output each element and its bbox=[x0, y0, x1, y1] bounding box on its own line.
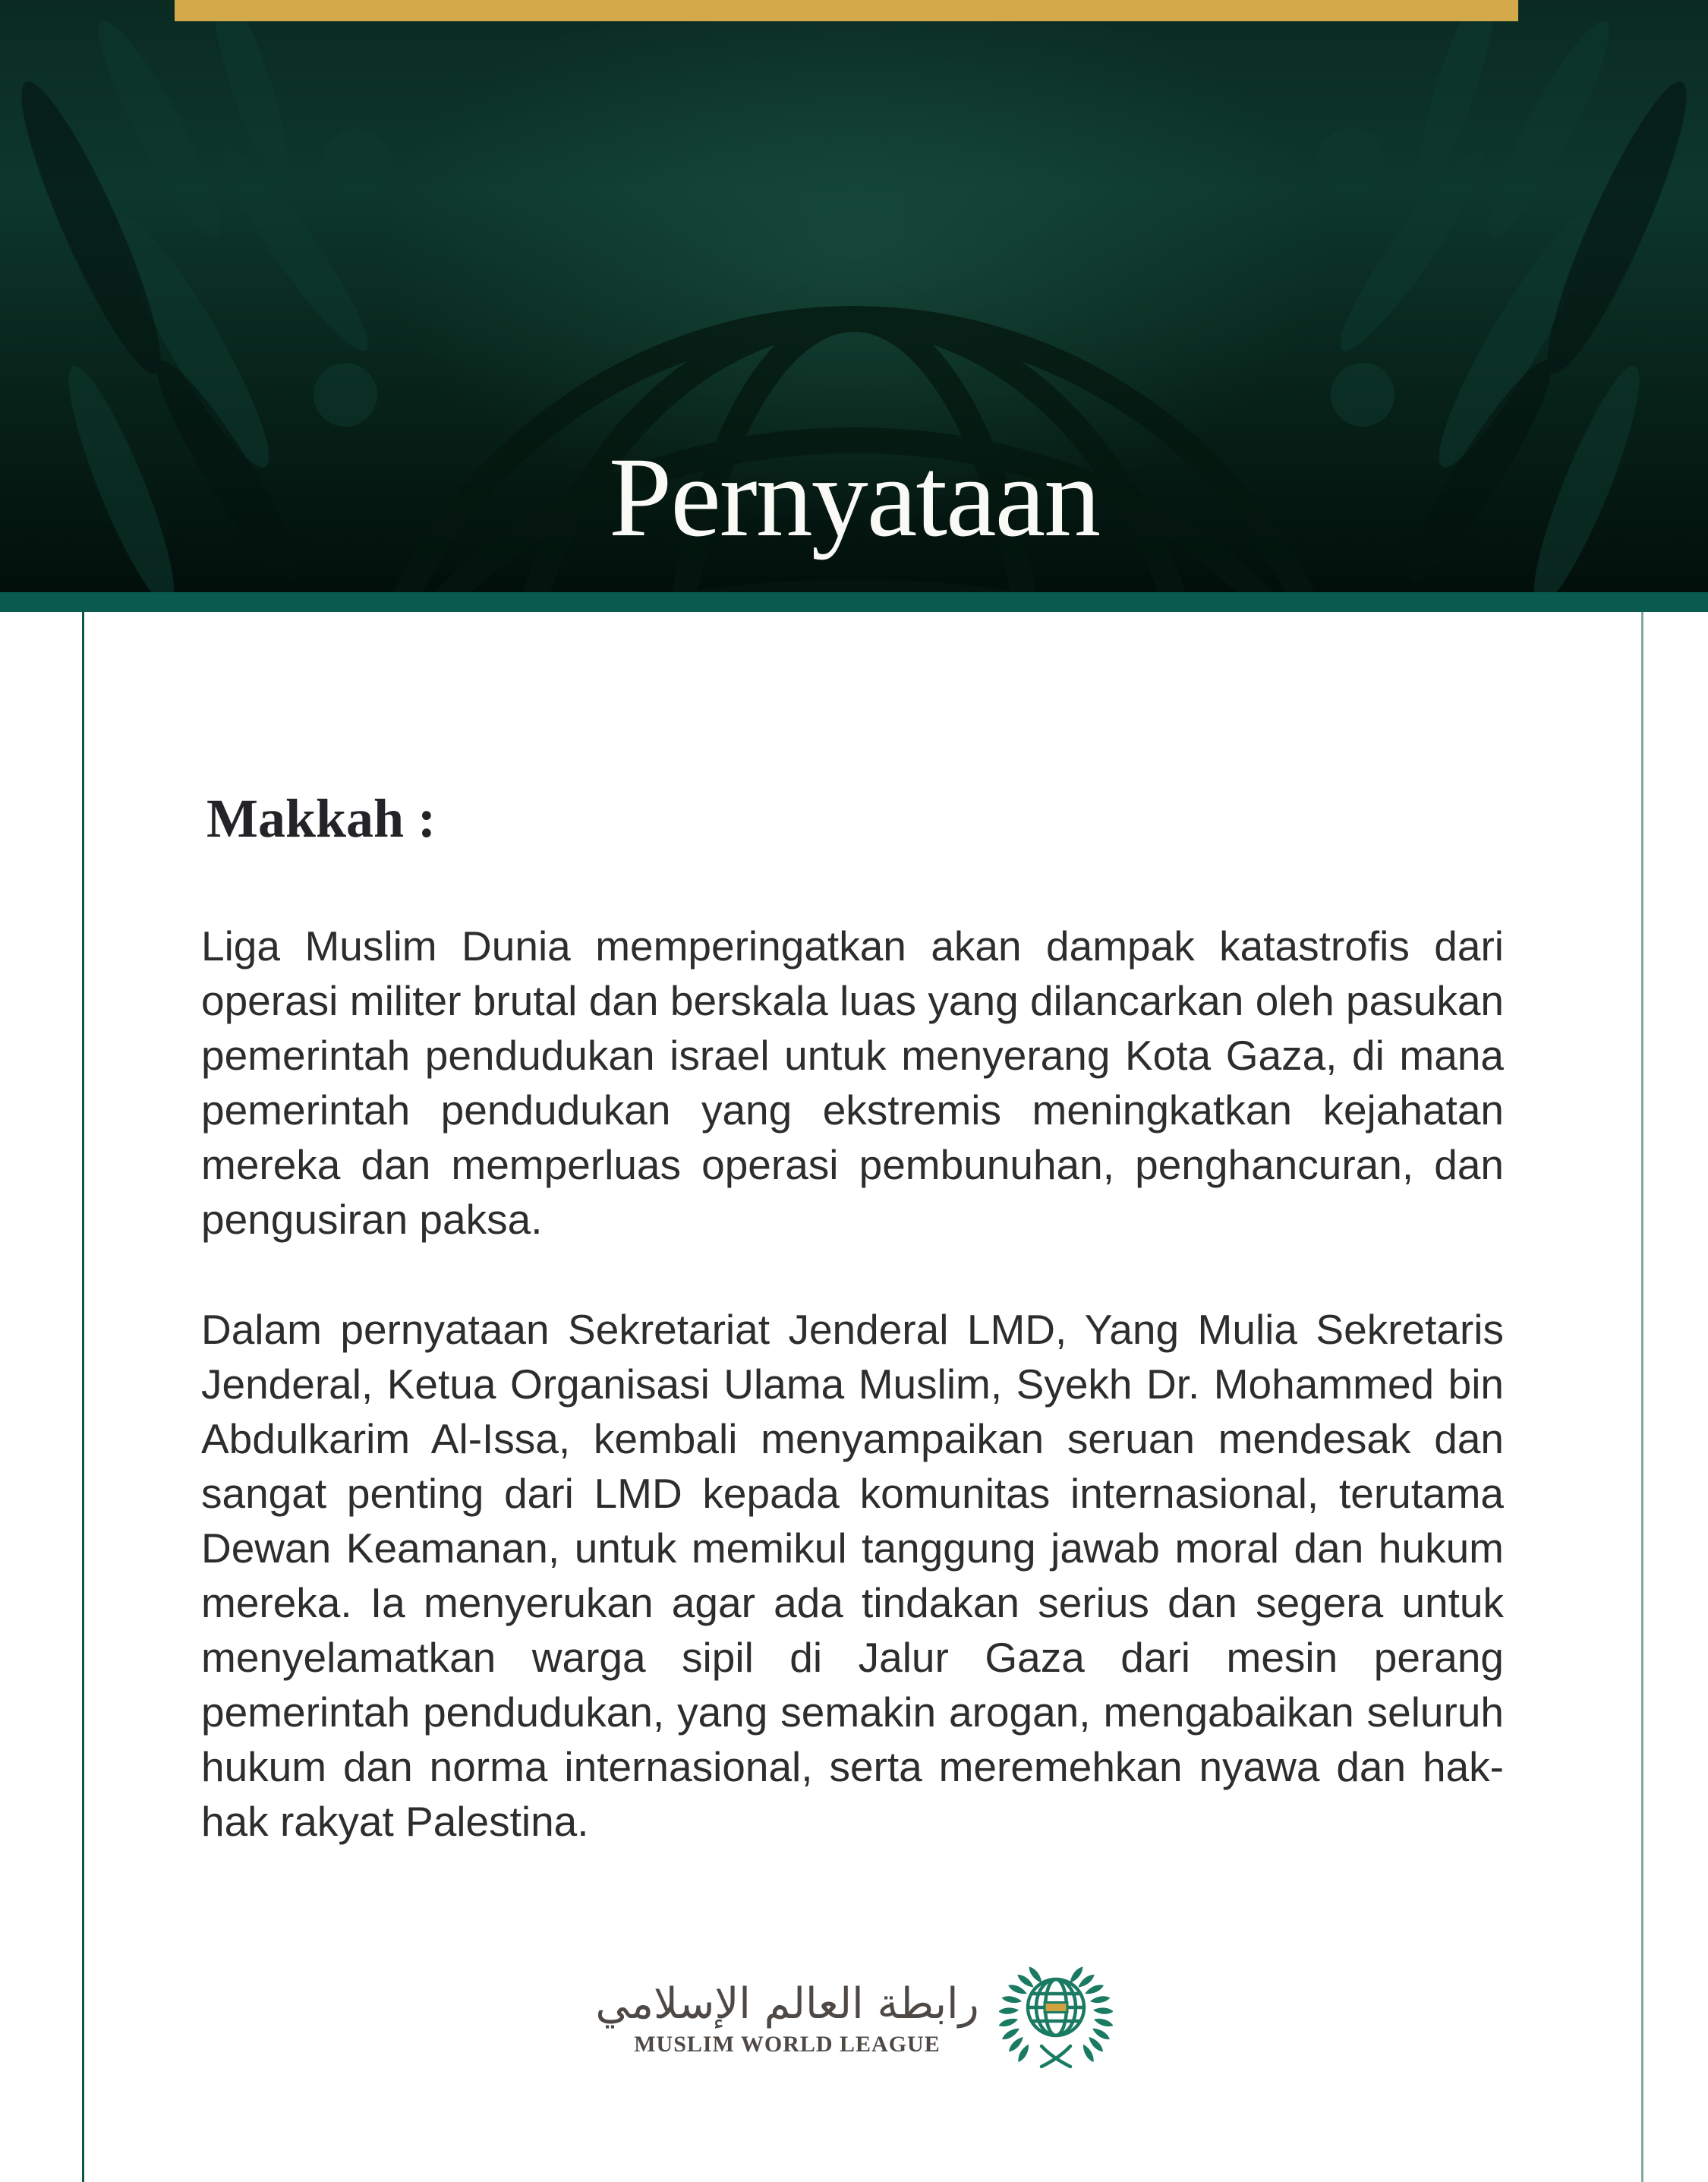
mwl-emblem-icon bbox=[999, 1960, 1113, 2074]
page-title: Pernyataan bbox=[608, 434, 1100, 560]
gold-accent-bar bbox=[175, 0, 1518, 21]
mwl-arabic-name: رابطة العالم الإسلامي bbox=[595, 1979, 979, 2029]
header-banner bbox=[0, 0, 1708, 592]
location-heading: Makkah : bbox=[206, 788, 436, 849]
paragraph-1: Liga Muslim Dunia memperingatkan akan dampak katastrofis dari operasi militer brutal dan berskala luas yang dilancarkan oleh pasukan pemerintah pendudukan israel untuk menyerang Kota Gaza, di mana pemerintah pendudukan yang ekstremis meningkatkan kejahatan mereka dan memperluas operasi pembunuhan, penghancuran, dan pengusiran paksa. bbox=[201, 922, 1504, 1243]
kaaba-gold-bar bbox=[1045, 2003, 1067, 2013]
content-left-rule bbox=[82, 612, 84, 2182]
wreath-stems bbox=[1042, 2046, 1070, 2067]
mwl-logo-text-block bbox=[595, 1979, 978, 2055]
statement-body bbox=[201, 919, 1504, 1904]
content-right-rule bbox=[1641, 612, 1643, 2182]
mwl-org-name: MUSLIM WORLD LEAGUE bbox=[634, 2031, 941, 2057]
teal-divider-band bbox=[0, 592, 1708, 612]
paragraph-2: Dalam pernyataan Sekretariat Jenderal LMD, Yang Mulia Sekretaris Jenderal, Ketua Organisasi Ulama Muslim, Syekh Dr. Mohammed bin Abdulkarim Al-Issa, kembali menyampaikan seruan mendesak dan sangat penting dari LMD kepada komunitas internasional, terutama Dewan Keamanan, untuk memikul tanggung jawab moral dan hukum mereka. Ia menyerukan agar ada tindakan serius dan segera untuk menyelamatkan warga sipil di Jalur Gaza dari mesin perang pemerintah pendudukan, yang semakin arogan, mengabaikan seluruh hukum dan norma internasional, serta meremehkan nyawa dan hak-hak rakyat Palestina. bbox=[201, 1306, 1504, 1845]
mwl-logo bbox=[0, 1960, 1708, 2074]
